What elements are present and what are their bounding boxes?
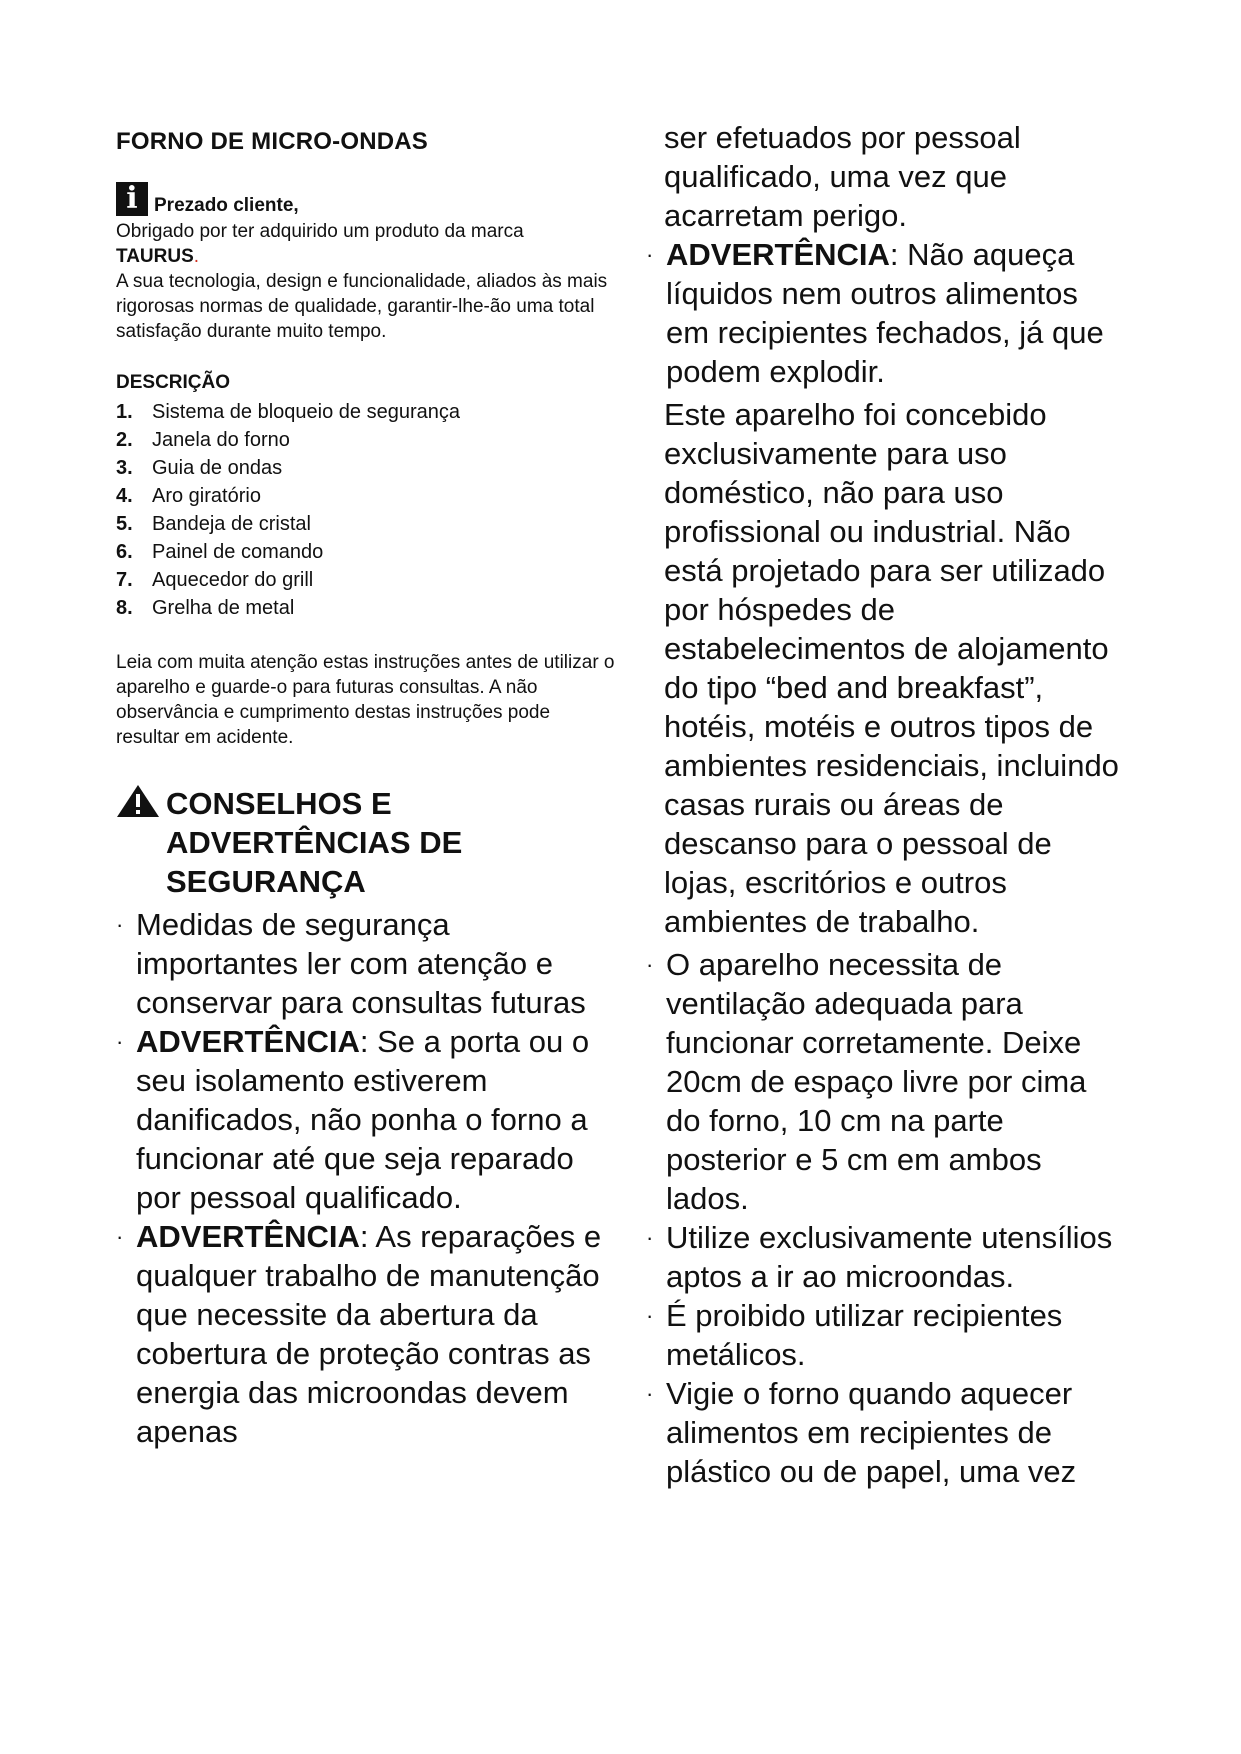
list-item: · O aparelho necessita de ventilação adequada para funcionar corretamente. Deixe 20cm de espaço livre por cima do forno, 10 cm na parte posterior e 5 cm em ambos lados. <box>646 947 1087 1216</box>
list-item: · Utilize exclusivamente utensílios aptos a ir ao microondas. <box>646 1220 1113 1294</box>
brand-dot: . <box>193 246 200 267</box>
document-title: FORNO DE MICRO-ONDAS <box>116 128 428 155</box>
list-item: 3. Guia de ondas <box>116 457 283 479</box>
list-item: 5. Bandeja de cristal <box>116 513 311 535</box>
intro-text <box>116 219 616 344</box>
safety-heading <box>116 784 616 901</box>
list-item: 4. Aro giratório <box>116 485 261 507</box>
right-column <box>646 120 1126 1491</box>
info-icon: i <box>116 182 148 216</box>
domestic-use-paragraph: Este aparelho foi concebido exclusivamente para uso doméstico, não para uso profissional ou industrial. Não está projetado para ser utilizado por hóspedes de estabelecimentos de alojamento do tipo “bed and breakfast”, hotéis, motéis e outros tipos de ambientes residenciais, incluindo casas rurais ou áreas de descanso para o pessoal de lojas, escritórios e outros ambientes de trabalho. <box>664 397 1119 939</box>
safety-list-right-1 <box>646 235 1126 391</box>
continued-text: ser efetuados por pessoal qualificado, uma vez que acarretam perigo. <box>664 120 1021 233</box>
list-item: 2. Janela do forno <box>116 429 290 451</box>
warning-label: ADVERTÊNCIA <box>136 1024 360 1059</box>
intro-line-1: Obrigado por ter adquirido um produto da marca <box>116 221 524 242</box>
safety-list-right-2 <box>646 945 1126 1491</box>
warning-label: ADVERTÊNCIA <box>136 1219 360 1254</box>
parts-list <box>116 398 616 622</box>
left-column <box>116 128 616 1451</box>
safety-heading-text: CONSELHOS E ADVERTÊNCIAS DE SEGURANÇA <box>166 786 463 899</box>
brand-name: TAURUS <box>116 246 194 267</box>
greeting: Prezado cliente, <box>154 195 299 216</box>
intro-line-2: A sua tecnologia, design e funcionalidade, aliados às mais rigorosas normas de qualidade, garantir-lhe-ão uma total satisfação durante muito tempo. <box>116 271 608 342</box>
list-item: · ADVERTÊNCIA: As reparações e qualquer trabalho de manutenção que necessite da abertura da cobertura de proteção contras as energia das microondas devem apenas <box>116 1219 602 1449</box>
list-item: 7. Aquecedor do grill <box>116 569 314 591</box>
list-item: 1. Sistema de bloqueio de segurança <box>116 401 460 423</box>
warning-triangle-icon <box>116 784 160 818</box>
greeting-row <box>116 182 616 216</box>
list-item: · É proibido utilizar recipientes metálicos. <box>646 1298 1063 1372</box>
description-heading: DESCRIÇÃO <box>116 372 231 393</box>
list-item: · Vigie o forno quando aquecer alimentos em recipientes de plástico ou de papel, uma vez <box>646 1376 1077 1489</box>
list-item: · ADVERTÊNCIA: Se a porta ou o seu isolamento estiverem danificados, não ponha o forno a funcionar até que seja reparado por pessoal qualificado. <box>116 1024 590 1215</box>
list-item: 8. Grelha de metal <box>116 597 295 619</box>
read-instructions-notice: Leia com muita atenção estas instruções antes de utilizar o aparelho e guarde-o para futuras consultas. A não observância e cumprimento destas instruções pode resultar em acidente. <box>116 652 615 748</box>
warning-label: ADVERTÊNCIA <box>666 237 890 272</box>
safety-list-left <box>116 905 616 1451</box>
list-item: 6. Painel de comando <box>116 541 324 563</box>
list-item: · Medidas de segurança importantes ler com atenção e conservar para consultas futuras <box>116 907 586 1020</box>
list-item: · ADVERTÊNCIA: Não aqueça líquidos nem outros alimentos em recipientes fechados, já que podem explodir. <box>646 237 1104 389</box>
